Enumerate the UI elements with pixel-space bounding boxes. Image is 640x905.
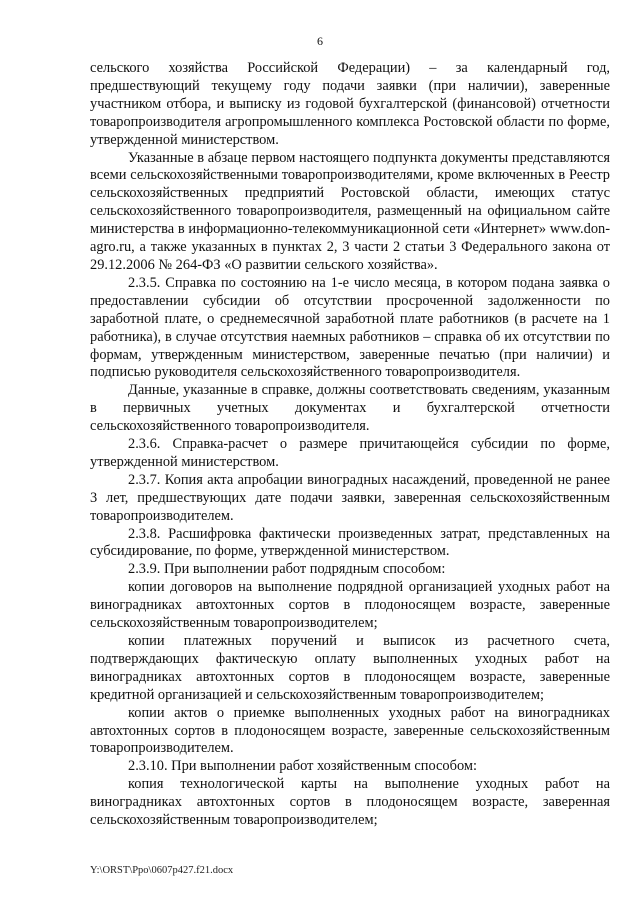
paragraph-2-3-5: 2.3.5. Справка по состоянию на 1-е число месяца, в котором подана заявка о предоставлении субсидии об отсутствии просроченной задолженности по заработной плате, о среднемесячной заработной плате работников (в расчете на 1 работника), в случае отсутствия наемных работников – справка об их отсутствии по формам, утвержденным министерством, заверенные печатью (при наличии) и подписью руководителя сельскохозяйственного товаропроизводителя.: [90, 274, 610, 381]
paragraph-2-3-7: 2.3.7. Копия акта апробации виноградных насаждений, проведенной не ранее 3 лет, предшествующих дате подачи заявки, заверенная сельскохозяйственным товаропроизводителем.: [90, 471, 610, 524]
paragraph-2-3-10: 2.3.10. При выполнении работ хозяйственным способом:: [128, 758, 477, 775]
paragraph-documents-submission: Указанные в абзаце первом настоящего подпункта документы представляются всеми сельскохозяйственными товаропроизводителями, кроме включенных в Реестр сельскохозяйственных предприятий Ростовской области, имеющих статус сельскохозяйственного товаропроизводителя, размещенный на официальном сайте министерства в информационно-телекоммуникационной сети «Интернет» www.don-agro.ru, а также указанных в пунктах 2, 3 части 2 статьи 3 Федерального закона от 29.12.2006 № 264-ФЗ «О развитии сельского хозяйства».: [90, 149, 610, 273]
paragraph-acceptance-acts: копии актов о приемке выполненных уходных работ на виноградниках автохтонных сортов в плодоносящем возрасте, заверенные сельскохозяйственным товаропроизводителем.: [90, 704, 610, 757]
document-body: [90, 60, 610, 830]
paragraph-continuation: сельского хозяйства Российской Федерации) – за календарный год, предшествующий текущему году подачи заявки (при наличии), заверенные участником отбора, и выписку из годовой бухгалтерской (финансовой) отчетности товаропроизводителя агропромышленного комплекса Ростовской области по форме, утвержденной министерством.: [90, 60, 610, 148]
paragraph-payment-copies: копии платежных поручений и выписок из расчетного счета, подтверждающих фактическую оплату выполненных уходных работ на виноградниках автохтонных сортов в плодоносящем возрасте, заверенные кредитной организацией и сельскохозяйственным товаропроизводителем;: [90, 633, 610, 703]
page-number: 6: [317, 34, 323, 48]
footer-file-path: Y:\ORST\Ppo\0607p427.f21.docx: [90, 865, 234, 876]
paragraph-2-3-6: 2.3.6. Справка-расчет о размере причитающейся субсидии по форме, утвержденной министерством.: [90, 436, 610, 470]
paragraph-certificate-data: Данные, указанные в справке, должны соответствовать сведениям, указанным в первичных учетных документах и бухгалтерской отчетности сельскохозяйственного товаропроизводителя.: [90, 382, 610, 435]
paragraph-2-3-8: 2.3.8. Расшифровка фактически произведенных затрат, представленных на субсидирование, по форме, утвержденной министерством.: [90, 525, 610, 560]
paragraph-2-3-9: 2.3.9. При выполнении работ подрядным способом:: [128, 561, 446, 578]
paragraph-technology-card: копия технологической карты на выполнение уходных работ на виноградниках автохтонных сортов в плодоносящем возрасте, заверенная сельскохозяйственным товаропроизводителем;: [90, 776, 610, 829]
paragraph-contract-copies: копии договоров на выполнение подрядной организацией уходных работ на виноградниках автохтонных сортов в плодоносящем возрасте, заверенные сельскохозяйственным товаропроизводителем;: [90, 579, 610, 632]
